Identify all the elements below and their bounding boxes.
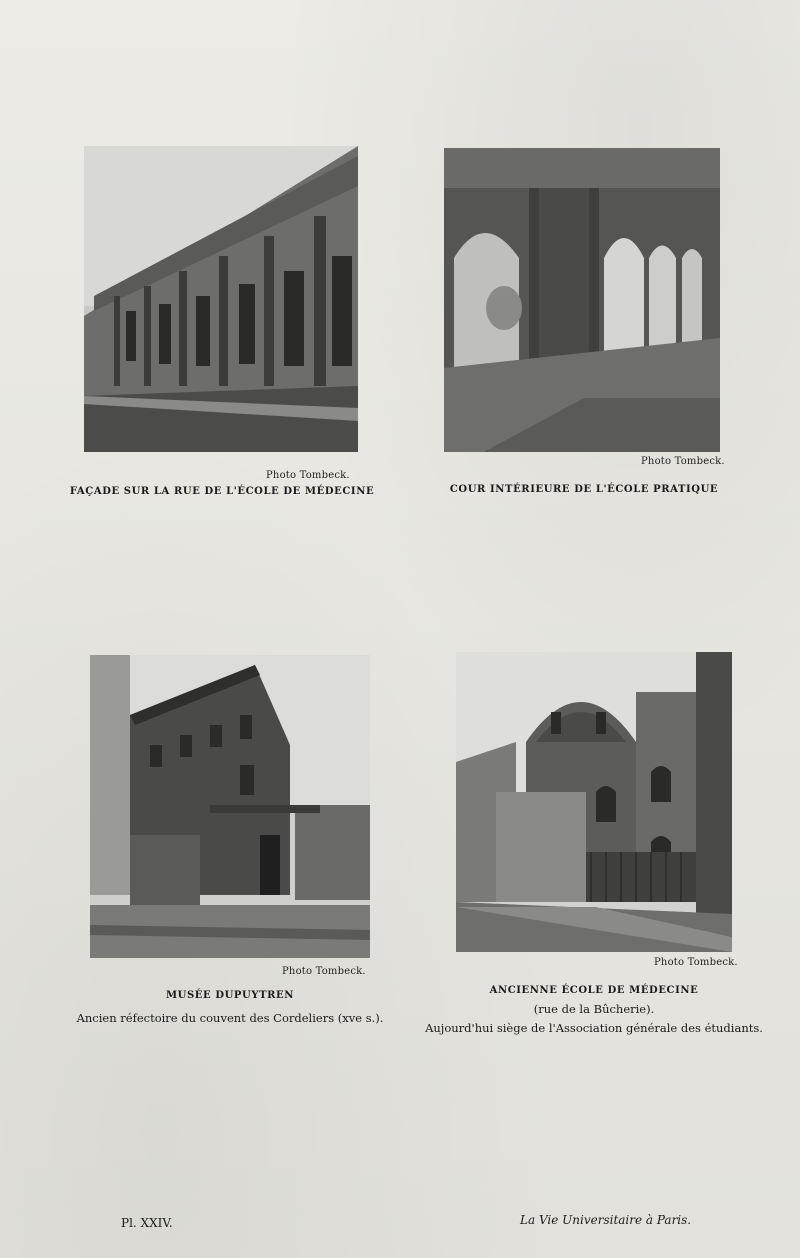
photo-cour-interieure: [444, 148, 720, 452]
caption-subtitle: (rue de la Bûcherie).: [533, 1002, 655, 1016]
photo-credit: Photo Tombeck.: [266, 470, 350, 481]
caption-title: MUSÉE DUPUYTREN: [165, 990, 295, 1001]
caption-title: FAÇADE SUR LA RUE DE L'ÉCOLE DE MÉDECINE: [69, 486, 375, 497]
caption-title: COUR INTÉRIEURE DE L'ÉCOLE PRATIQUE: [449, 484, 719, 495]
photo-facade-ecole-de-medecine: [84, 146, 358, 452]
photo-credit: Photo Tombeck.: [282, 966, 366, 977]
photo-credit: Photo Tombeck.: [641, 456, 725, 467]
caption-note: Aujourd'hui siège de l'Association générale des étudiants.: [425, 1021, 763, 1035]
plate-number: Pl. XXIV.: [121, 1216, 173, 1230]
photo-ancienne-ecole-de-medecine: [456, 652, 732, 952]
photo-musee-dupuytren: [90, 655, 370, 958]
photo-credit: Photo Tombeck.: [654, 957, 738, 968]
caption-title: ANCIENNE ÉCOLE DE MÉDECINE: [489, 985, 699, 996]
book-title: La Vie Universitaire à Paris.: [520, 1213, 692, 1227]
caption-subtitle: Ancien réfectoire du couvent des Cordeliers (xve s.).: [76, 1011, 384, 1025]
